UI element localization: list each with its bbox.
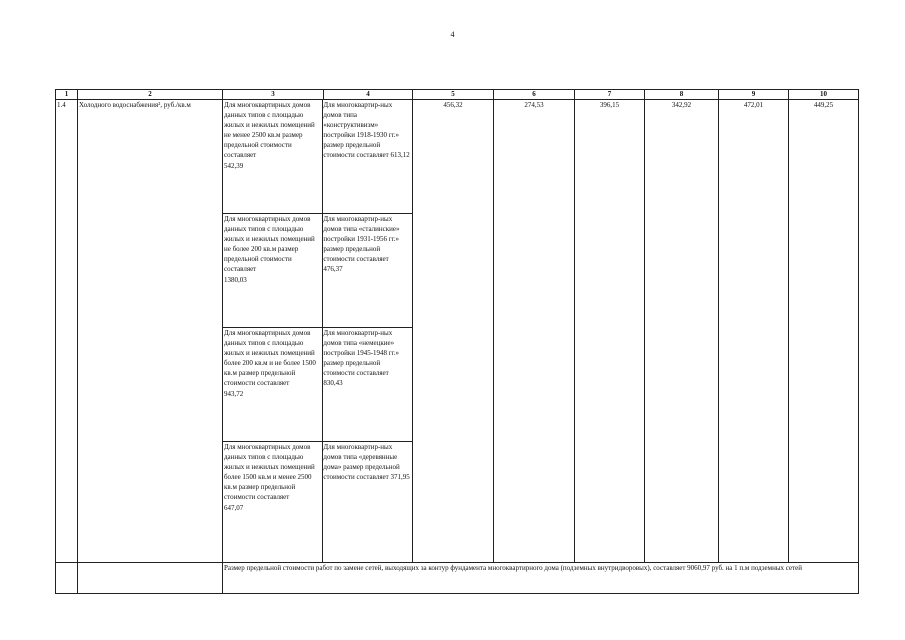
period-desc: Для многоквартир-ных домов типа «деревянные дома» размер предельной стоимости составляет 371,95 [323,443,410,482]
type-block-4 [223,442,412,562]
row-number: 1.4 [56,100,78,563]
col-header: 5 [413,90,494,100]
period-value: 830,43 [323,379,343,388]
col-header: 1 [56,90,78,100]
value-cell: 472,01 [719,100,789,563]
value-cell: 342,92 [645,100,719,563]
type-value: 943,72 [224,389,244,398]
footer-empty [56,563,78,594]
footer-empty [78,563,223,594]
row-name: Холодного водоснабжения², руб./кв.м [78,100,223,563]
type-value: 1380,03 [224,275,247,284]
col-header: 6 [494,90,575,100]
type-desc: Для многоквартирных домов данных типов с площадью жилых и нежилых помещений не более 200 кв.м размер предельной стоимости составляет [224,215,315,274]
value-cell: 396,15 [575,100,645,563]
col-header: 2 [78,90,223,100]
value-cell: 449,25 [789,100,859,563]
table-row [56,100,859,563]
footer-row [56,563,859,594]
type-block-1 [223,100,412,214]
col-header: 3 [223,90,324,100]
type-desc: Для многоквартирных домов данных типов с площадью жилых и нежилых помещений более 200 кв.м и не более 1500 кв.м размер предельной стоимости составляет [224,329,316,388]
type-desc: Для многоквартирных домов данных типов с площадью жилых и нежилых помещений более 1500 кв.м и менее 2500 кв.м размер предельной стоимости составляет [224,443,315,502]
col-header: 7 [575,90,645,100]
type-block-3 [223,328,412,442]
types-cell [223,100,413,563]
period-desc: Для многоквартир-ных домов типа «сталинские» постройки 1931-1956 гг.» размер предельной стоимости составляет [323,215,400,264]
type-value: 647,07 [224,503,244,512]
type-value: 542,39 [224,161,244,170]
period-value: 476,37 [323,265,343,274]
tariff-table [55,89,859,594]
type-block-2 [223,214,412,328]
period-desc: Для многоквартир-ных домов типа «конструктивизм» постройки 1918-1930 гг.» размер предельной стоимости составляет 613,12 [323,101,410,160]
period-desc: Для многоквартир-ных домов типа «немецкие» постройки 1945-1948 гг.» размер предельной стоимости составляет [323,329,400,378]
footer-note: Размер предельной стоимости работ по замене сетей, выходящих за контур фундамента многоквартирного дома (подземных внутридворовых), составляет 9060,97 руб. на 1 п.м подземных сетей [223,563,859,594]
value-cell: 274,53 [494,100,575,563]
col-header: 10 [789,90,859,100]
col-header: 8 [645,90,719,100]
col-header: 4 [324,90,413,100]
header-row [56,90,859,100]
type-desc: Для многоквартирных домов данных типов с площадью жилых и нежилых помещений не менее 2500 кв.м размер предельной стоимости составляет [224,101,315,160]
page-number: 4 [450,30,455,39]
col-header: 9 [719,90,789,100]
value-cell: 456,32 [413,100,494,563]
